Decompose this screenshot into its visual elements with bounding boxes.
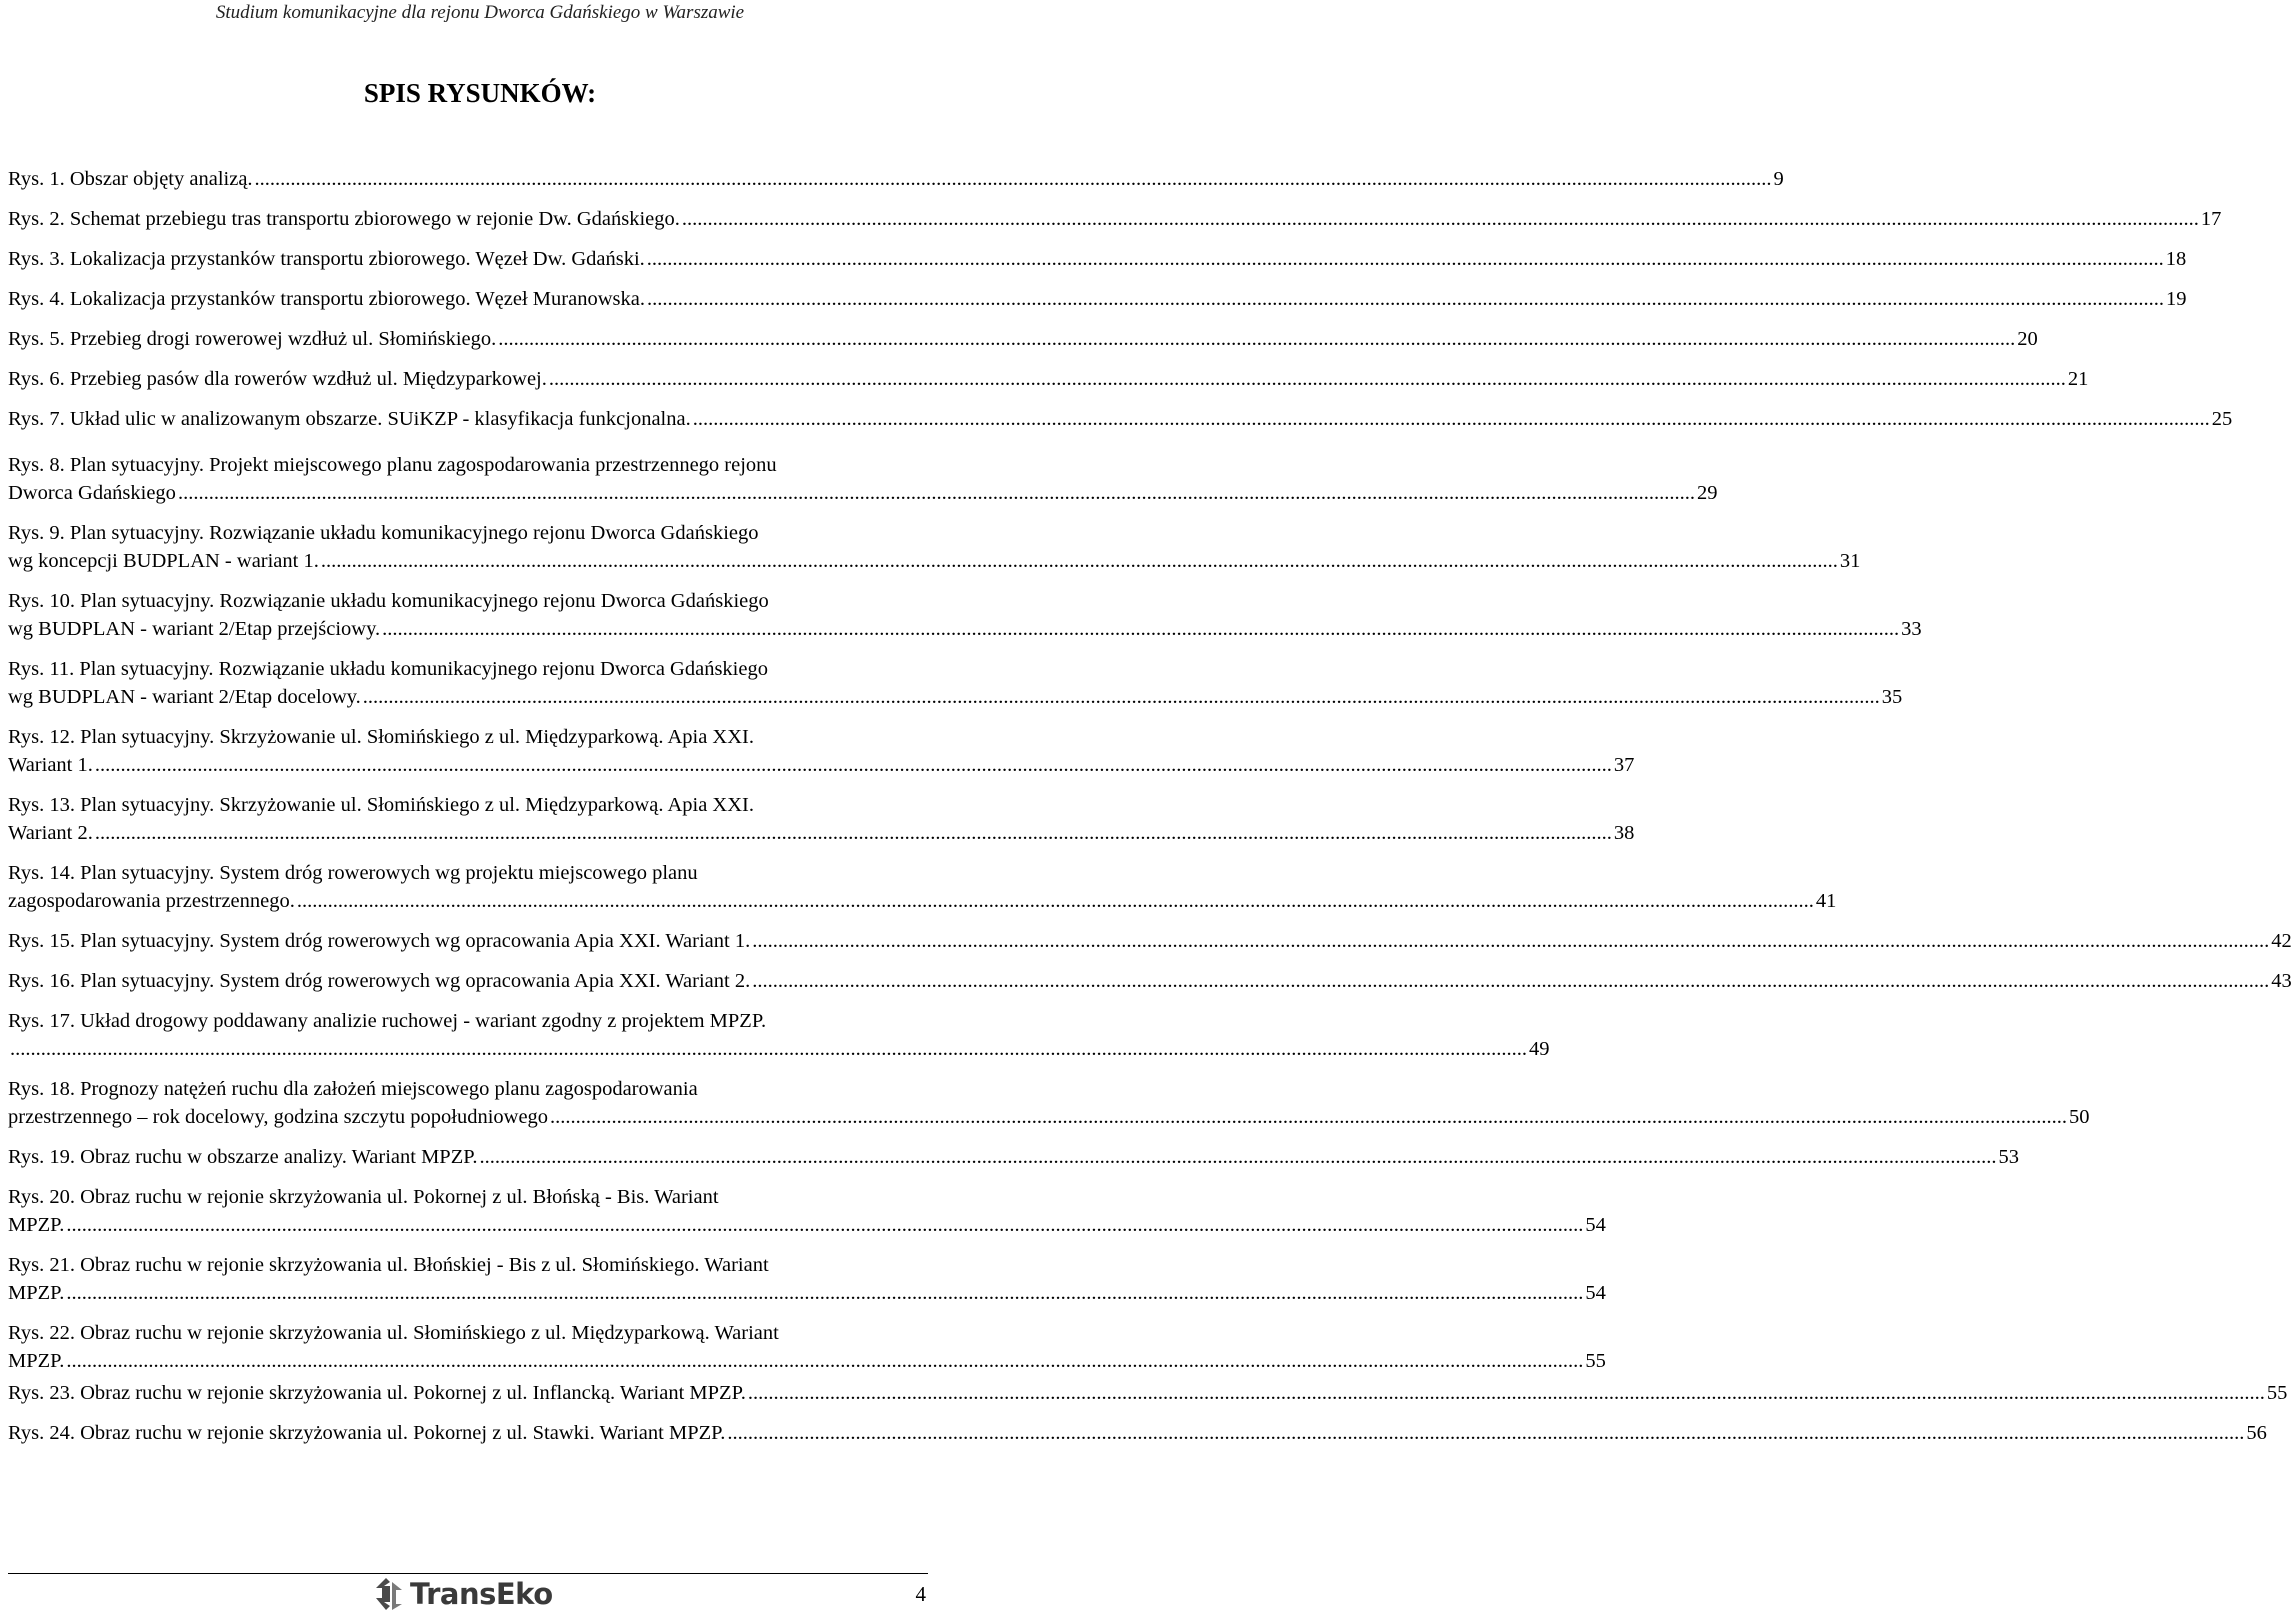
toc-page-number: 56 [2246,1422,2267,1444]
toc-entry-title: Rys. 19. Obraz ruchu w obszarze analizy. Wariant MPZP. [8,1146,478,1168]
toc-page-number: 55 [1585,1350,1606,1372]
dot-leader [66,1211,1583,1239]
toc-entry[interactable] [8,165,1784,193]
dot-leader [363,683,1880,711]
toc-page-number: 41 [1815,890,1837,912]
toc-page-number: 29 [1696,482,1718,504]
toc-entry-title-continued: Dworca Gdańskiego [8,482,176,504]
toc-page-number: 49 [1529,1038,1550,1060]
dot-leader [66,1347,1583,1375]
toc-entry-title-continued: wg koncepcji BUDPLAN - wariant 1. [8,550,319,572]
toc-entry[interactable] [8,519,1861,575]
toc-page-number: 17 [2200,208,2222,230]
toc-page-number: 54 [1585,1282,1606,1304]
dot-leader [647,245,2164,273]
transeko-logo [372,1574,553,1614]
toc-entry[interactable] [8,1075,2090,1131]
toc-entry[interactable] [8,967,2292,995]
toc-entry[interactable] [8,405,2233,433]
page-title: SPIS RYSUNKÓW: [363,78,597,108]
dot-leader [255,165,1772,193]
toc-entry[interactable] [8,1143,2019,1171]
dot-leader [550,1103,2067,1131]
toc-entry[interactable] [8,1183,1606,1239]
toc-entry-title: Rys. 1. Obszar objęty analizą. [8,168,253,190]
toc-entry-title-continued: MPZP. [8,1214,65,1236]
toc-entry-title-continued: MPZP. [8,1350,65,1372]
toc-entry-title-continued: zagospodarowania przestrzennego. [8,890,295,912]
toc-entry-title-continued: wg BUDPLAN - wariant 2/Etap przejściowy. [8,618,381,640]
toc-entry[interactable] [8,325,2038,353]
toc-entry-title: Rys. 20. Obraz ruchu w rejonie skrzyżowania ul. Pokornej z ul. Błońską - Bis. Wariant [8,1186,719,1208]
toc-entry-title: Rys. 24. Obraz ruchu w rejonie skrzyżowania ul. Pokornej z ul. Stawki. Wariant MPZP. [8,1422,726,1444]
toc-page-number: 50 [2069,1106,2090,1128]
dot-leader [66,1279,1583,1307]
toc-entry-title: Rys. 23. Obraz ruchu w rejonie skrzyżowania ul. Pokornej z ul. Inflancką. Wariant MPZP. [8,1382,746,1404]
toc-entry[interactable] [8,1007,1550,1063]
toc-entry-title: Rys. 17. Układ drogowy poddawany analizie ruchowej - wariant zgodny z projektem MPZP. [8,1010,767,1032]
toc-entry-title: Rys. 12. Plan sytuacyjny. Skrzyżowanie ul. Słomińskiego z ul. Międzyparkową. Apia XXI. [8,726,754,748]
toc-page-number: 42 [2271,930,2292,952]
toc-entry-title: Rys. 10. Plan sytuacyjny. Rozwiązanie układu komunikacyjnego rejonu Dworca Gdańskiego [8,590,769,612]
toc-page-number: 35 [1881,686,1903,708]
toc-entry-title-continued: wg BUDPLAN - wariant 2/Etap docelowy. [8,686,361,708]
toc-entry-title: Rys. 7. Układ ulic w analizowanym obszarze. SUiKZP - klasyfikacja funkcjonalna. [8,408,691,430]
dot-leader [752,967,2269,995]
toc-entry-title: Rys. 2. Schemat przebiegu tras transportu zbiorowego w rejonie Dw. Gdańskiego. [8,208,680,230]
toc-entry[interactable] [8,205,2222,233]
toc-entry-title: Rys. 13. Plan sytuacyjny. Skrzyżowanie ul. Słomińskiego z ul. Międzyparkową. Apia XXI. [8,794,754,816]
running-header: Studium komunikacyjne dla rejonu Dworca Gdańskiego w Warszawie [215,2,745,23]
toc-entry[interactable] [8,285,2187,313]
toc-entry-title-continued: Wariant 1. [8,754,93,776]
toc-entry[interactable] [8,587,1922,643]
dot-leader [321,547,1838,575]
toc-entry-title: Rys. 5. Przebieg drogi rowerowej wzdłuż ul. Słomińskiego. [8,328,497,350]
toc-page-number: 53 [1998,1146,2019,1168]
toc-entry-title: Rys. 3. Lokalizacja przystanków transportu zbiorowego. Węzeł Dw. Gdański. [8,248,645,270]
toc-entry-title: Rys. 21. Obraz ruchu w rejonie skrzyżowania ul. Błońskiej - Bis z ul. Słomińskiego. Wariant [8,1254,769,1276]
toc-entry[interactable] [8,1419,2267,1447]
toc-entry[interactable] [8,859,1837,915]
dot-leader [95,751,1612,779]
toc-page-number: 37 [1613,754,1635,776]
dot-leader [178,479,1695,507]
toc-entry[interactable] [8,723,1635,779]
toc-entry-title: Rys. 14. Plan sytuacyjny. System dróg rowerowych wg projektu miejscowego planu [8,862,698,884]
dot-leader [752,927,2269,955]
dot-leader [647,285,2164,313]
toc-page-number: 54 [1585,1214,1606,1236]
toc-page-number: 20 [2017,328,2038,350]
toc-page-number: 25 [2211,408,2233,430]
toc-entry-title-continued: przestrzennego – rok docelowy, godzina szczytu popołudniowego [8,1106,549,1128]
toc-entry-title: Rys. 16. Plan sytuacyjny. System dróg rowerowych wg opracowania Apia XXI. Wariant 2. [8,970,751,992]
page-number: 4 [915,1582,926,1606]
toc-entry[interactable] [8,927,2292,955]
dot-leader [727,1419,2244,1447]
dot-leader [693,405,2210,433]
toc-entry[interactable] [8,655,1903,711]
dot-leader [10,1035,1527,1063]
toc-entry-title: Rys. 9. Plan sytuacyjny. Rozwiązanie układu komunikacyjnego rejonu Dworca Gdańskiego [8,522,759,544]
toc-entry-title: Rys. 15. Plan sytuacyjny. System dróg rowerowych wg opracowania Apia XXI. Wariant 1. [8,930,751,952]
toc-entry-title: Rys. 11. Plan sytuacyjny. Rozwiązanie układu komunikacyjnego rejonu Dworca Gdańskiego [8,658,768,680]
toc-page-number: 33 [1901,618,1922,640]
toc-entry-title: Rys. 4. Lokalizacja przystanków transportu zbiorowego. Węzeł Muranowska. [8,288,645,310]
toc-page-number: 38 [1613,822,1635,844]
toc-entry[interactable] [8,245,2187,273]
toc-entry[interactable] [8,1319,1606,1375]
dot-leader [297,887,1814,915]
toc-entry[interactable] [8,1379,2288,1407]
dot-leader [382,615,1899,643]
toc-entry-title-continued: Wariant 2. [8,822,93,844]
dot-leader [549,365,2066,393]
dot-leader [748,1379,2265,1407]
toc-page-number: 55 [2266,1382,2288,1404]
toc-page-number: 9 [1773,168,1784,190]
toc-entry-title: Rys. 8. Plan sytuacyjny. Projekt miejscowego planu zagospodarowania przestrzennego rejonu [8,454,777,476]
toc-page-number: 43 [2271,970,2292,992]
toc-entry[interactable] [8,1251,1606,1307]
toc-page-number: 31 [1839,550,1861,572]
logo-wordmark: TransEko [410,1577,553,1611]
toc-entry-title-continued: MPZP. [8,1282,65,1304]
dot-leader [682,205,2199,233]
toc-page-number: 19 [2165,288,2187,310]
dot-leader [479,1143,1996,1171]
toc-entry-title: Rys. 18. Prognozy natężeń ruchu dla założeń miejscowego planu zagospodarowania [8,1078,698,1100]
toc-entry-title: Rys. 22. Obraz ruchu w rejonie skrzyżowania ul. Słomińskiego z ul. Międzyparkową. Wariant [8,1322,779,1344]
toc-page-number: 21 [2067,368,2089,390]
transeko-logo-icon [372,1576,406,1612]
toc-entry[interactable] [8,365,2089,393]
toc-entry-title: Rys. 6. Przebieg pasów dla rowerów wzdłuż ul. Międzyparkowej. [8,368,547,390]
dot-leader [95,819,1612,847]
dot-leader [498,325,2015,353]
toc-entry[interactable] [8,451,1718,507]
toc-page-number: 18 [2165,248,2187,270]
toc-entry[interactable] [8,791,1635,847]
